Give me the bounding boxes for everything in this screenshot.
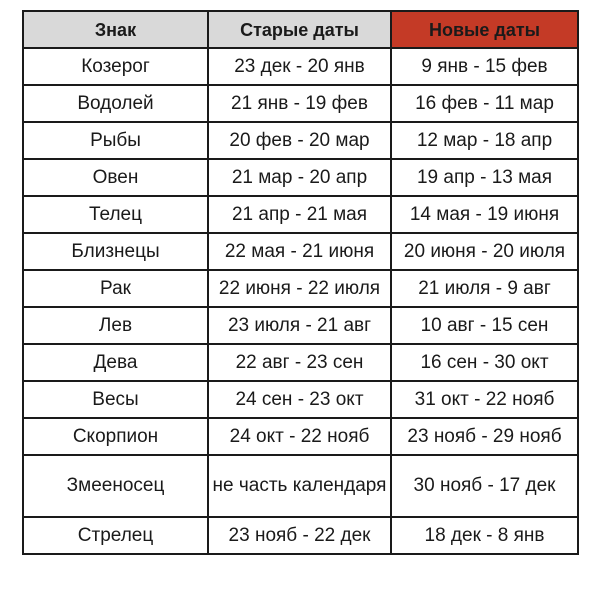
sign-cell: Близнецы	[23, 233, 208, 270]
new-dates-cell: 18 дек - 8 янв	[391, 517, 578, 554]
sign-cell: Телец	[23, 196, 208, 233]
table-row	[23, 48, 578, 85]
old-dates-cell: 21 апр - 21 мая	[208, 196, 391, 233]
new-dates-cell: 16 сен - 30 окт	[391, 344, 578, 381]
table-row	[23, 381, 578, 418]
table-row	[23, 270, 578, 307]
header-old-dates: Старые даты	[208, 11, 391, 48]
old-dates-cell: 24 окт - 22 нояб	[208, 418, 391, 455]
new-dates-cell: 10 авг - 15 сен	[391, 307, 578, 344]
sign-cell: Рыбы	[23, 122, 208, 159]
old-dates-cell: 20 фев - 20 мар	[208, 122, 391, 159]
table-row	[23, 233, 578, 270]
table-row	[23, 159, 578, 196]
sign-cell: Лев	[23, 307, 208, 344]
new-dates-cell: 14 мая - 19 июня	[391, 196, 578, 233]
new-dates-cell: 19 апр - 13 мая	[391, 159, 578, 196]
old-dates-cell: 22 июня - 22 июля	[208, 270, 391, 307]
new-dates-cell: 30 нояб - 17 дек	[391, 455, 578, 517]
old-dates-cell: 22 мая - 21 июня	[208, 233, 391, 270]
sign-cell: Дева	[23, 344, 208, 381]
table-row	[23, 418, 578, 455]
sign-cell: Рак	[23, 270, 208, 307]
table-row	[23, 307, 578, 344]
new-dates-cell: 12 мар - 18 апр	[391, 122, 578, 159]
table-row	[23, 196, 578, 233]
new-dates-cell: 23 нояб - 29 нояб	[391, 418, 578, 455]
old-dates-cell: 22 авг - 23 сен	[208, 344, 391, 381]
new-dates-cell: 31 окт - 22 нояб	[391, 381, 578, 418]
old-dates-cell: не часть календаря	[208, 455, 391, 517]
header-sign: Знак	[23, 11, 208, 48]
table-row	[23, 455, 578, 517]
table-row	[23, 122, 578, 159]
zodiac-dates-table	[22, 10, 579, 555]
table-row	[23, 85, 578, 122]
old-dates-cell: 23 июля - 21 авг	[208, 307, 391, 344]
new-dates-cell: 21 июля - 9 авг	[391, 270, 578, 307]
table-header-row	[23, 11, 578, 48]
table-row	[23, 344, 578, 381]
old-dates-cell: 21 мар - 20 апр	[208, 159, 391, 196]
table-row	[23, 517, 578, 554]
new-dates-cell: 16 фев - 11 мар	[391, 85, 578, 122]
sign-cell: Весы	[23, 381, 208, 418]
sign-cell: Овен	[23, 159, 208, 196]
old-dates-cell: 23 дек - 20 янв	[208, 48, 391, 85]
zodiac-dates-table-wrapper	[22, 10, 577, 555]
sign-cell: Стрелец	[23, 517, 208, 554]
old-dates-cell: 24 сен - 23 окт	[208, 381, 391, 418]
old-dates-cell: 23 нояб - 22 дек	[208, 517, 391, 554]
new-dates-cell: 20 июня - 20 июля	[391, 233, 578, 270]
sign-cell: Скорпион	[23, 418, 208, 455]
new-dates-cell: 9 янв - 15 фев	[391, 48, 578, 85]
sign-cell: Козерог	[23, 48, 208, 85]
header-new-dates: Новые даты	[391, 11, 578, 48]
old-dates-cell: 21 янв - 19 фев	[208, 85, 391, 122]
sign-cell: Водолей	[23, 85, 208, 122]
sign-cell: Змееносец	[23, 455, 208, 517]
